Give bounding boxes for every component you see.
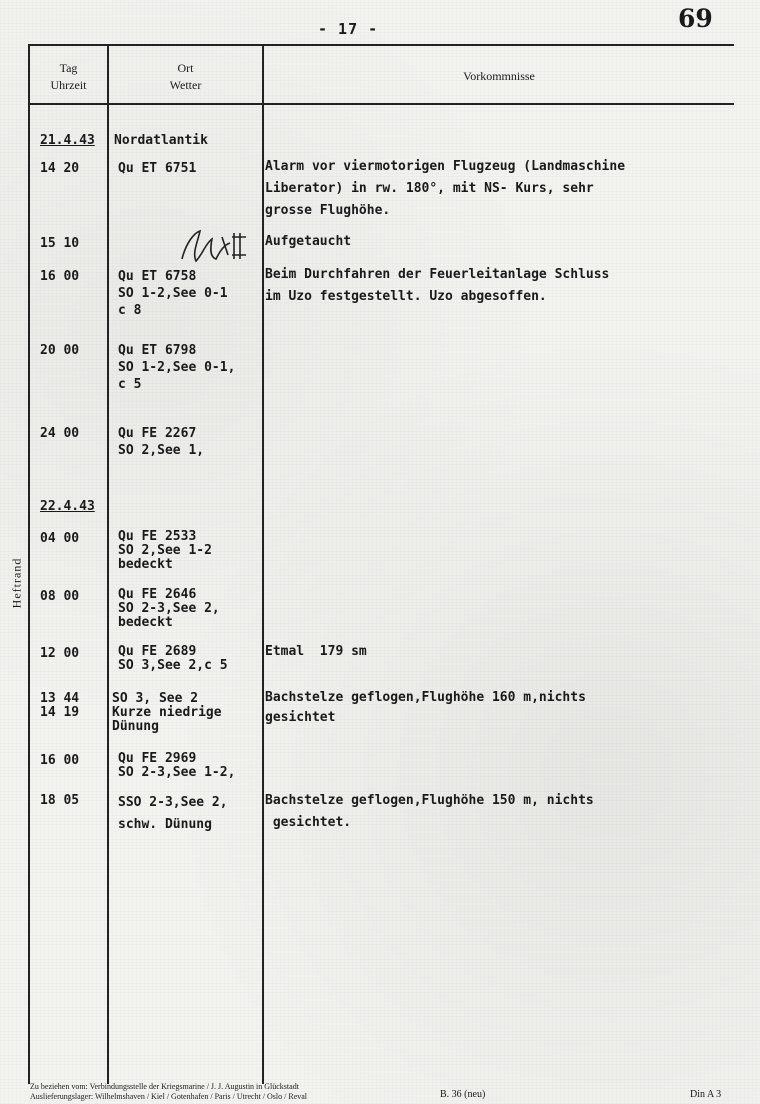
entry-time: 24 00 xyxy=(40,426,80,441)
ort-line: bedeckt xyxy=(118,615,173,630)
ort-line: Dünung xyxy=(112,719,159,734)
entry-ort xyxy=(118,530,212,572)
ort-line: c 8 xyxy=(118,303,142,318)
event-line: Bachstelze geflogen,Flughöhe 160 m,nichts xyxy=(265,690,586,705)
ort-line: c 5 xyxy=(118,377,142,392)
entry-ort xyxy=(112,692,222,734)
footer-line: Zu beziehen vom: Verbindungsstelle der Kriegsmarine / J. J. Augustin in Glückstadt xyxy=(30,1082,299,1091)
header-uhrzeit: Uhrzeit xyxy=(50,78,87,92)
header-wetter: Wetter xyxy=(169,78,202,92)
ort-line: schw. Dünung xyxy=(118,817,212,832)
event-line: Bachstelze geflogen,Flughöhe 150 m, nichts xyxy=(265,793,594,808)
ort-line: SO 2-3,See 2, xyxy=(118,601,220,616)
header-ort-wetter xyxy=(109,60,262,94)
ort-line: SO 2,See 1-2 xyxy=(118,543,212,558)
event-line: gesichtet. xyxy=(265,815,352,830)
entry-time: 04 00 xyxy=(40,531,80,546)
header-bottom-rule xyxy=(28,103,734,105)
margin-label xyxy=(2,538,32,628)
ort-line: SO 2-3,See 1-2, xyxy=(118,765,236,780)
header-vorkommnisse: Vorkommnisse xyxy=(463,69,535,83)
entry-time: 16 00 xyxy=(40,753,80,768)
ort-line: bedeckt xyxy=(118,557,173,572)
entry-time: 20 00 xyxy=(40,343,80,358)
entry-time: 08 00 xyxy=(40,589,80,604)
margin-label-text: Heftrand xyxy=(9,557,24,609)
date-22-4-43: 22.4.43 xyxy=(40,499,95,514)
entry-time: 14 20 xyxy=(40,161,80,176)
ort-line: SO 1-2,See 0-1, xyxy=(118,360,236,375)
entry-ort xyxy=(118,645,228,673)
date-21-4-43: 21.4.43 xyxy=(40,133,95,148)
page-number: - 17 - xyxy=(318,20,379,38)
entry-time xyxy=(40,692,79,720)
event-line: im Uzo festgestellt. Uzo abgesoffen. xyxy=(265,289,547,304)
event-line: Liberator) in rw. 180°, mit NS- Kurs, sehr xyxy=(265,181,594,196)
footer-publisher xyxy=(30,1082,307,1102)
ort-line: Kurze niedrige xyxy=(112,705,222,720)
time-line: 14 19 xyxy=(40,705,80,720)
entry-event xyxy=(265,790,594,834)
event-line: Aufgetaucht xyxy=(265,234,352,249)
event-line: grosse Flughöhe. xyxy=(265,203,391,218)
entry-ort: Qu ET 6751 xyxy=(118,161,197,176)
footer-form-number: B. 36 (neu) xyxy=(440,1089,486,1100)
footer-line: Auslieferungslager: Wilhelmshaven / Kiel / Gotenhafen / Paris / Utrecht / Oslo / Reval xyxy=(30,1092,308,1101)
location-nordatlantik: Nordatlantik xyxy=(114,133,208,148)
entry-event xyxy=(265,641,367,663)
time-line: 13 44 xyxy=(40,691,80,706)
ort-line: SO 2,See 1, xyxy=(118,443,205,458)
ort-line: Qu FE 2646 xyxy=(118,587,197,602)
event-line: Beim Durchfahren der Feuerleitanlage Schluss xyxy=(265,267,610,282)
entry-time: 16 00 xyxy=(40,269,80,284)
entry-event xyxy=(265,688,586,728)
entry-time: 15 10 xyxy=(40,236,80,251)
ort-line: Qu ET 6798 xyxy=(118,343,197,358)
footer-din-format: Din A 3 xyxy=(690,1089,722,1100)
ort-line: SSO 2-3,See 2, xyxy=(118,795,228,810)
header-ort: Ort xyxy=(177,61,194,75)
entry-ort xyxy=(118,752,235,780)
header-tag-uhrzeit xyxy=(30,60,107,94)
ort-line: SO 1-2,See 0-1 xyxy=(118,286,228,301)
entry-event xyxy=(265,264,609,308)
entry-ort xyxy=(118,425,204,459)
ort-line: Qu FE 2533 xyxy=(118,529,197,544)
entry-ort xyxy=(118,342,235,393)
event-line: Alarm vor viermotorigen Flugzeug (Landmaschine xyxy=(265,159,626,174)
column-divider-1 xyxy=(107,44,109,1084)
ort-line: Qu ET 6758 xyxy=(118,269,197,284)
ort-line: SO 3,See 2,c 5 xyxy=(118,658,228,673)
entry-event xyxy=(265,156,625,222)
ort-line: Qu FE 2267 xyxy=(118,426,197,441)
entry-ort xyxy=(118,792,228,836)
header-tag: Tag xyxy=(59,61,78,75)
entry-event xyxy=(265,231,351,253)
ort-line: Qu FE 2969 xyxy=(118,751,197,766)
ort-line: Qu FE 2689 xyxy=(118,644,197,659)
archive-stamp-number: 69 xyxy=(678,4,713,33)
entry-ort xyxy=(118,268,228,319)
entry-time: 18 05 xyxy=(40,793,80,808)
entry-ort xyxy=(118,588,220,630)
event-line: Etmal 179 sm xyxy=(265,644,367,659)
table-top-rule xyxy=(28,44,734,46)
event-line: gesichtet xyxy=(265,710,336,725)
entry-time: 12 00 xyxy=(40,646,80,661)
column-divider-2 xyxy=(262,44,264,1084)
handwritten-initials xyxy=(176,225,254,269)
ort-line: SO 3, See 2 xyxy=(112,691,199,706)
